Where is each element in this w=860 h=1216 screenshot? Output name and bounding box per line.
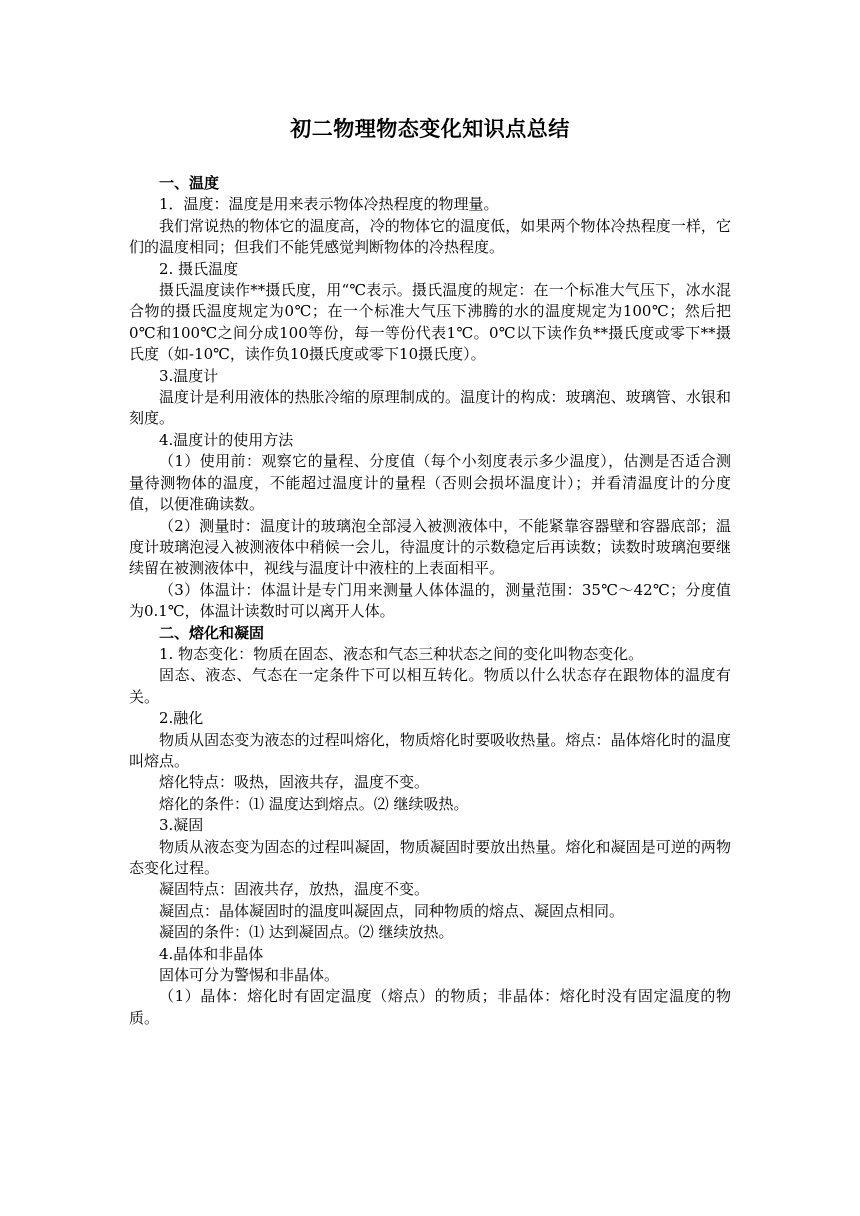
document-body bbox=[129, 173, 731, 1029]
section-heading-temperature: 一、温度 bbox=[159, 174, 220, 192]
paragraph: 我们常说热的物体它的温度高，冷的物体它的温度低，如果两个物体冷热程度一样，它们的温度相同；但我们不能凭感觉判断物体的冷热程度。 bbox=[129, 216, 731, 257]
paragraph: 固态、液态、气态在一定条件下可以相互转化。物质以什么状态存在跟物体的温度有关。 bbox=[129, 666, 731, 706]
paragraph: （2）测量时：温度计的玻璃泡全部浸入被测液体中，不能紧靠容器壁和容器底部；温度计玻璃泡浸入被测液体中稍候一会儿，待温度计的示数稳定后再读数；读数时玻璃泡要继续留在被测液体中，视线与温度计中液柱的上表面相平。 bbox=[129, 516, 731, 578]
section-heading-melting: 二、熔化和凝固 bbox=[159, 623, 265, 642]
paragraph: （3）体温计：体温计是专门用来测量人体体温的，测量范围：35℃～42℃；分度值为0.1℃，体温计读数时可以离开人体。 bbox=[129, 580, 731, 621]
paragraph: 熔化特点：吸热，固液共存，温度不变。 bbox=[159, 773, 430, 792]
subheading: 2.融化 bbox=[159, 709, 204, 728]
subheading: 2. 摄氏温度 bbox=[159, 259, 239, 278]
subheading: 4.温度计的使用方法 bbox=[159, 430, 294, 449]
paragraph: 凝固的条件：⑴ 达到凝固点。⑵ 继续放热。 bbox=[159, 923, 454, 942]
paragraph: （1）使用前：观察它的量程、分度值（每个小刻度表示多少温度），估测是否适合测量待测物体的温度，不能超过温度计的量程（否则会损坏温度计）；并看清温度计的分度值，以便准确读数。 bbox=[129, 452, 731, 514]
subheading: 3.温度计 bbox=[159, 366, 219, 385]
paragraph: 1. 物态变化：物质在固态、液态和气态三种状态之间的变化叫物态变化。 bbox=[159, 644, 644, 663]
subheading: 4.晶体和非晶体 bbox=[159, 944, 264, 963]
paragraph: 固体可分为警惕和非晶体。 bbox=[159, 966, 340, 985]
paragraph: 凝固点：晶体凝固时的温度叫凝固点，同种物质的熔点、凝固点相同。 bbox=[159, 901, 625, 920]
paragraph: 摄氏温度读作**摄氏度，用“℃表示。摄氏温度的规定：在一个标准大气压下，冰水混合物的摄氏温度规定为0℃；在一个标准大气压下沸腾的水的温度规定为100℃；然后把0℃和100℃之间分成100等份，每一等份代表1℃。0℃以下读作负**摄氏度或零下**摄氏度（如-10℃，读作负10摄氏度或零下10摄氏度）。 bbox=[129, 281, 731, 364]
subheading: 3.凝固 bbox=[159, 816, 204, 835]
paragraph: 1．温度：温度是用来表示物体冷热程度的物理量。 bbox=[159, 195, 499, 214]
document-title: 初二物理物态变化知识点总结 bbox=[290, 116, 570, 141]
paragraph: （1）晶体：熔化时有固定温度（熔点）的物质；非晶体：熔化时没有固定温度的物质。 bbox=[129, 987, 731, 1027]
paragraph: 温度计是利用液体的热胀冷缩的原理制成的。温度计的构成：玻璃泡、玻璃管、水银和刻度。 bbox=[129, 388, 731, 428]
paragraph: 凝固特点：固液共存，放热，温度不变。 bbox=[159, 880, 430, 899]
paragraph: 熔化的条件：⑴ 温度达到熔点。⑵ 继续吸热。 bbox=[159, 794, 469, 813]
paragraph: 物质从液态变为固态的过程叫凝固，物质凝固时要放出热量。熔化和凝固是可逆的两物态变化过程。 bbox=[129, 837, 731, 877]
paragraph: 物质从固态变为液态的过程叫熔化，物质熔化时要吸收热量。熔点：晶体熔化时的温度叫熔点。 bbox=[129, 730, 731, 770]
